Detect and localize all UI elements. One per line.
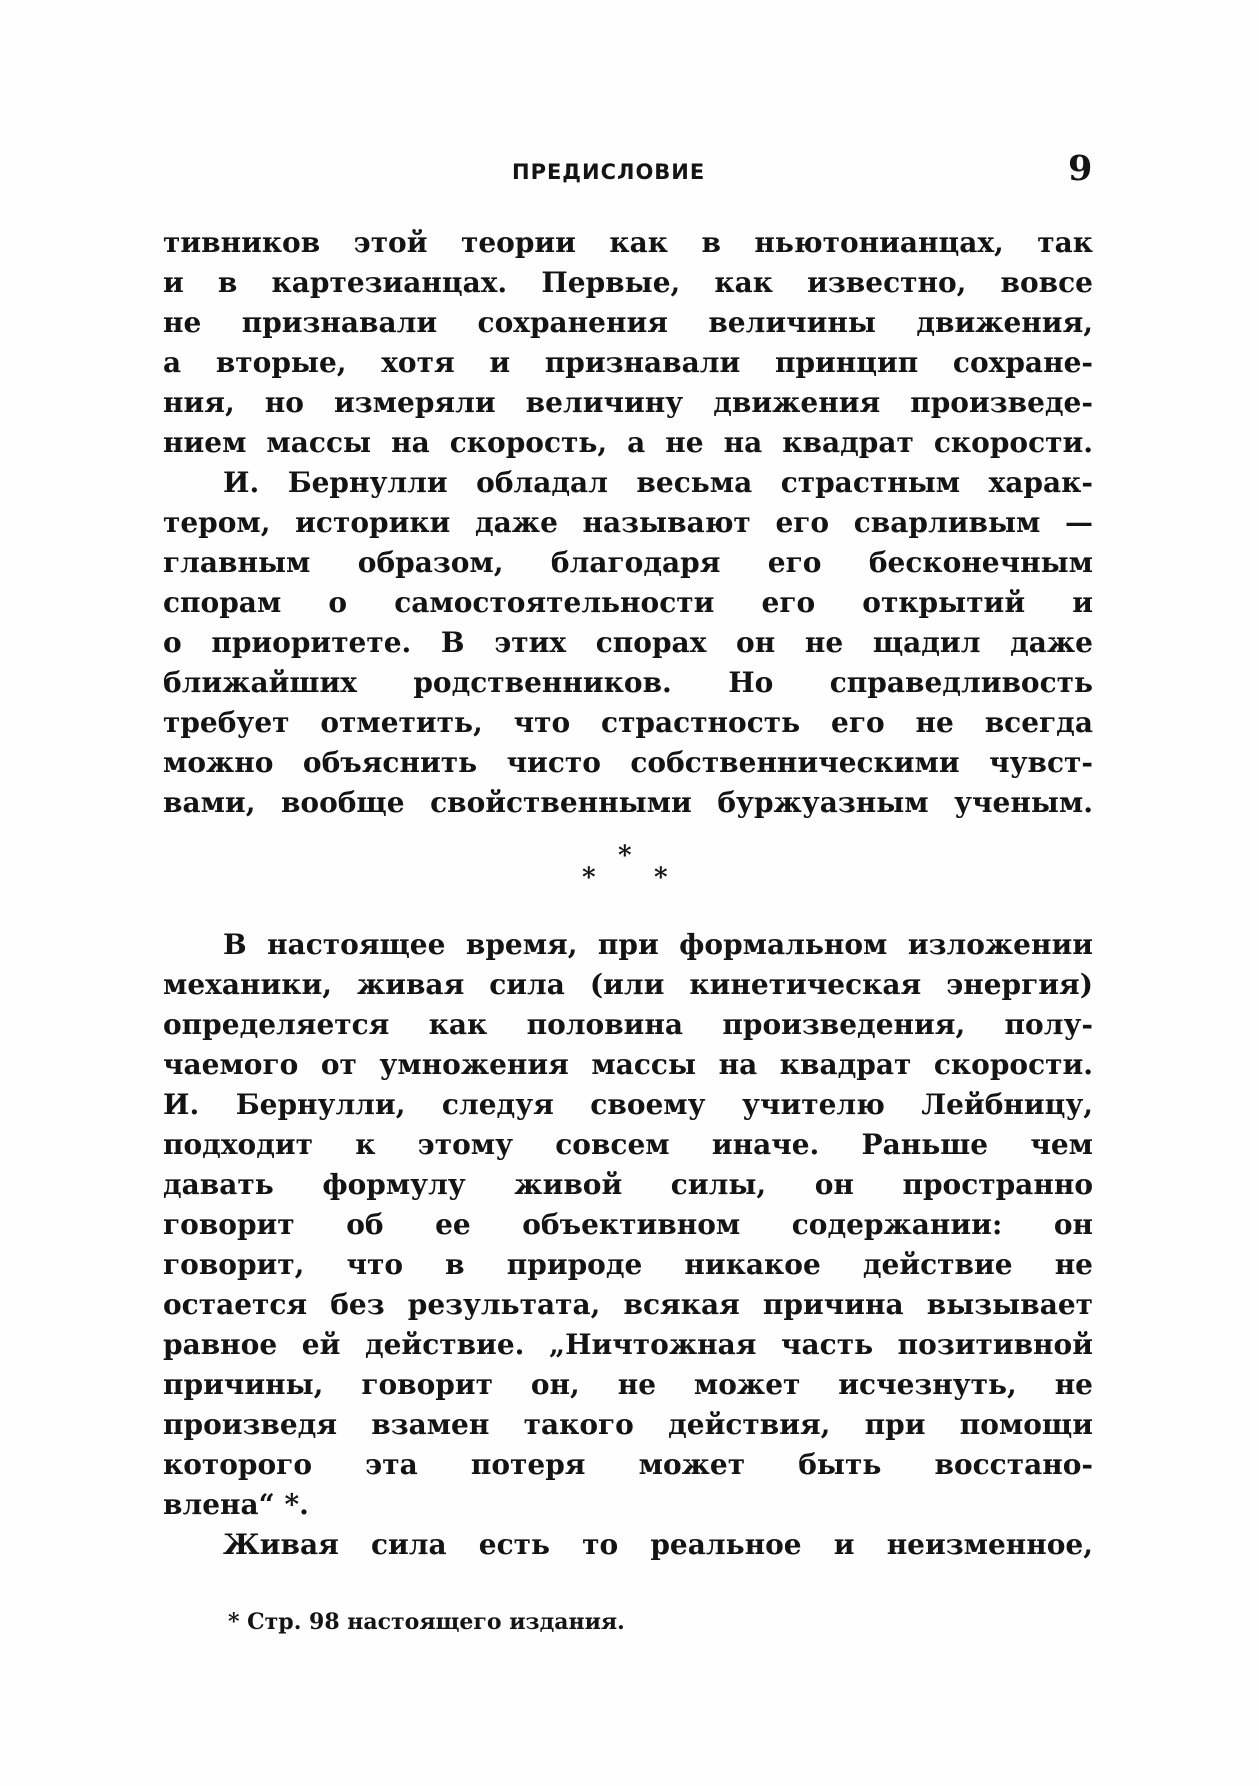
text-line: механики, живая сила (или кинетическая энергия)	[163, 968, 1093, 1001]
running-head	[0, 148, 1259, 192]
paragraph-1	[163, 223, 1093, 463]
paragraph-3	[163, 925, 1093, 1525]
text-line: тером, историки даже называют его сварливым —	[163, 506, 1093, 539]
text-line: И. Бернулли, следуя своему учителю Лейбницу,	[163, 1088, 1093, 1121]
text-line: подходит к этому совсем иначе. Раньше чем	[163, 1128, 1093, 1161]
text-line: В настоящее время, при формальном изложении	[223, 928, 1093, 961]
text-line: говорит об ее объективном содержании: он	[163, 1208, 1093, 1241]
text-line: нием массы на скорость, а не на квадрат скорости.	[163, 426, 1093, 459]
page-number: 9	[1068, 148, 1093, 189]
text-line: влена“ *.	[163, 1488, 309, 1521]
text-line: которого эта потеря может быть восстано-	[163, 1448, 1093, 1481]
paragraph-2	[163, 463, 1093, 823]
text-line: чаемого от умножения массы на квадрат скорости.	[163, 1048, 1093, 1081]
text-line: и в картезианцах. Первые, как известно, вовсе	[163, 266, 1093, 299]
text-line: ближайших родственников. Но справедливость	[163, 666, 1093, 699]
text-line: давать формулу живой силы, он пространно	[163, 1168, 1093, 1201]
text-line: тивников этой теории как в ньютонианцах, так	[163, 226, 1093, 259]
asterism-star: *	[654, 863, 668, 893]
text-line: причины, говорит он, не может исчезнуть, не	[163, 1368, 1093, 1401]
body-text	[163, 223, 1093, 1565]
text-line: И. Бернулли обладал весьма страстным харак-	[223, 466, 1093, 499]
text-line: равное ей действие. „Ничтожная часть позитивной	[163, 1328, 1093, 1361]
paragraph-4	[163, 1525, 1093, 1565]
asterism-star: *	[618, 841, 632, 871]
asterism-star: *	[582, 863, 596, 893]
text-line: можно объяснить чисто собственническими чувст-	[163, 746, 1093, 779]
text-line: вами, вообще свойственными буржуазным ученым.	[163, 786, 1093, 819]
text-line: определяется как половина произведения, полу-	[163, 1008, 1093, 1041]
text-line: спорам о самостоятельности его открытий и	[163, 586, 1093, 619]
text-line: произведя взамен такого действия, при помощи	[163, 1408, 1093, 1441]
text-line: главным образом, благодаря его бесконечным	[163, 546, 1093, 579]
text-line: Живая сила есть то реальное и неизменное,	[223, 1528, 1093, 1561]
text-line: не признавали сохранения величины движения,	[163, 306, 1093, 339]
footnote: * Стр. 98 настоящего издания.	[228, 1609, 625, 1635]
text-line: говорит, что в природе никакое действие не	[163, 1248, 1093, 1281]
text-line: остается без результата, всякая причина вызывает	[163, 1288, 1093, 1321]
text-line: требует отметить, что страстность его не всегда	[163, 706, 1093, 739]
section-break-asterism	[163, 843, 1093, 913]
text-line: ния, но измеряли величину движения произведе-	[163, 386, 1093, 419]
text-line: а вторые, хотя и признавали принцип сохране-	[163, 346, 1093, 379]
text-line: о приоритете. В этих спорах он не щадил даже	[163, 626, 1093, 659]
running-title: ПРЕДИСЛОВИЕ	[512, 160, 706, 184]
